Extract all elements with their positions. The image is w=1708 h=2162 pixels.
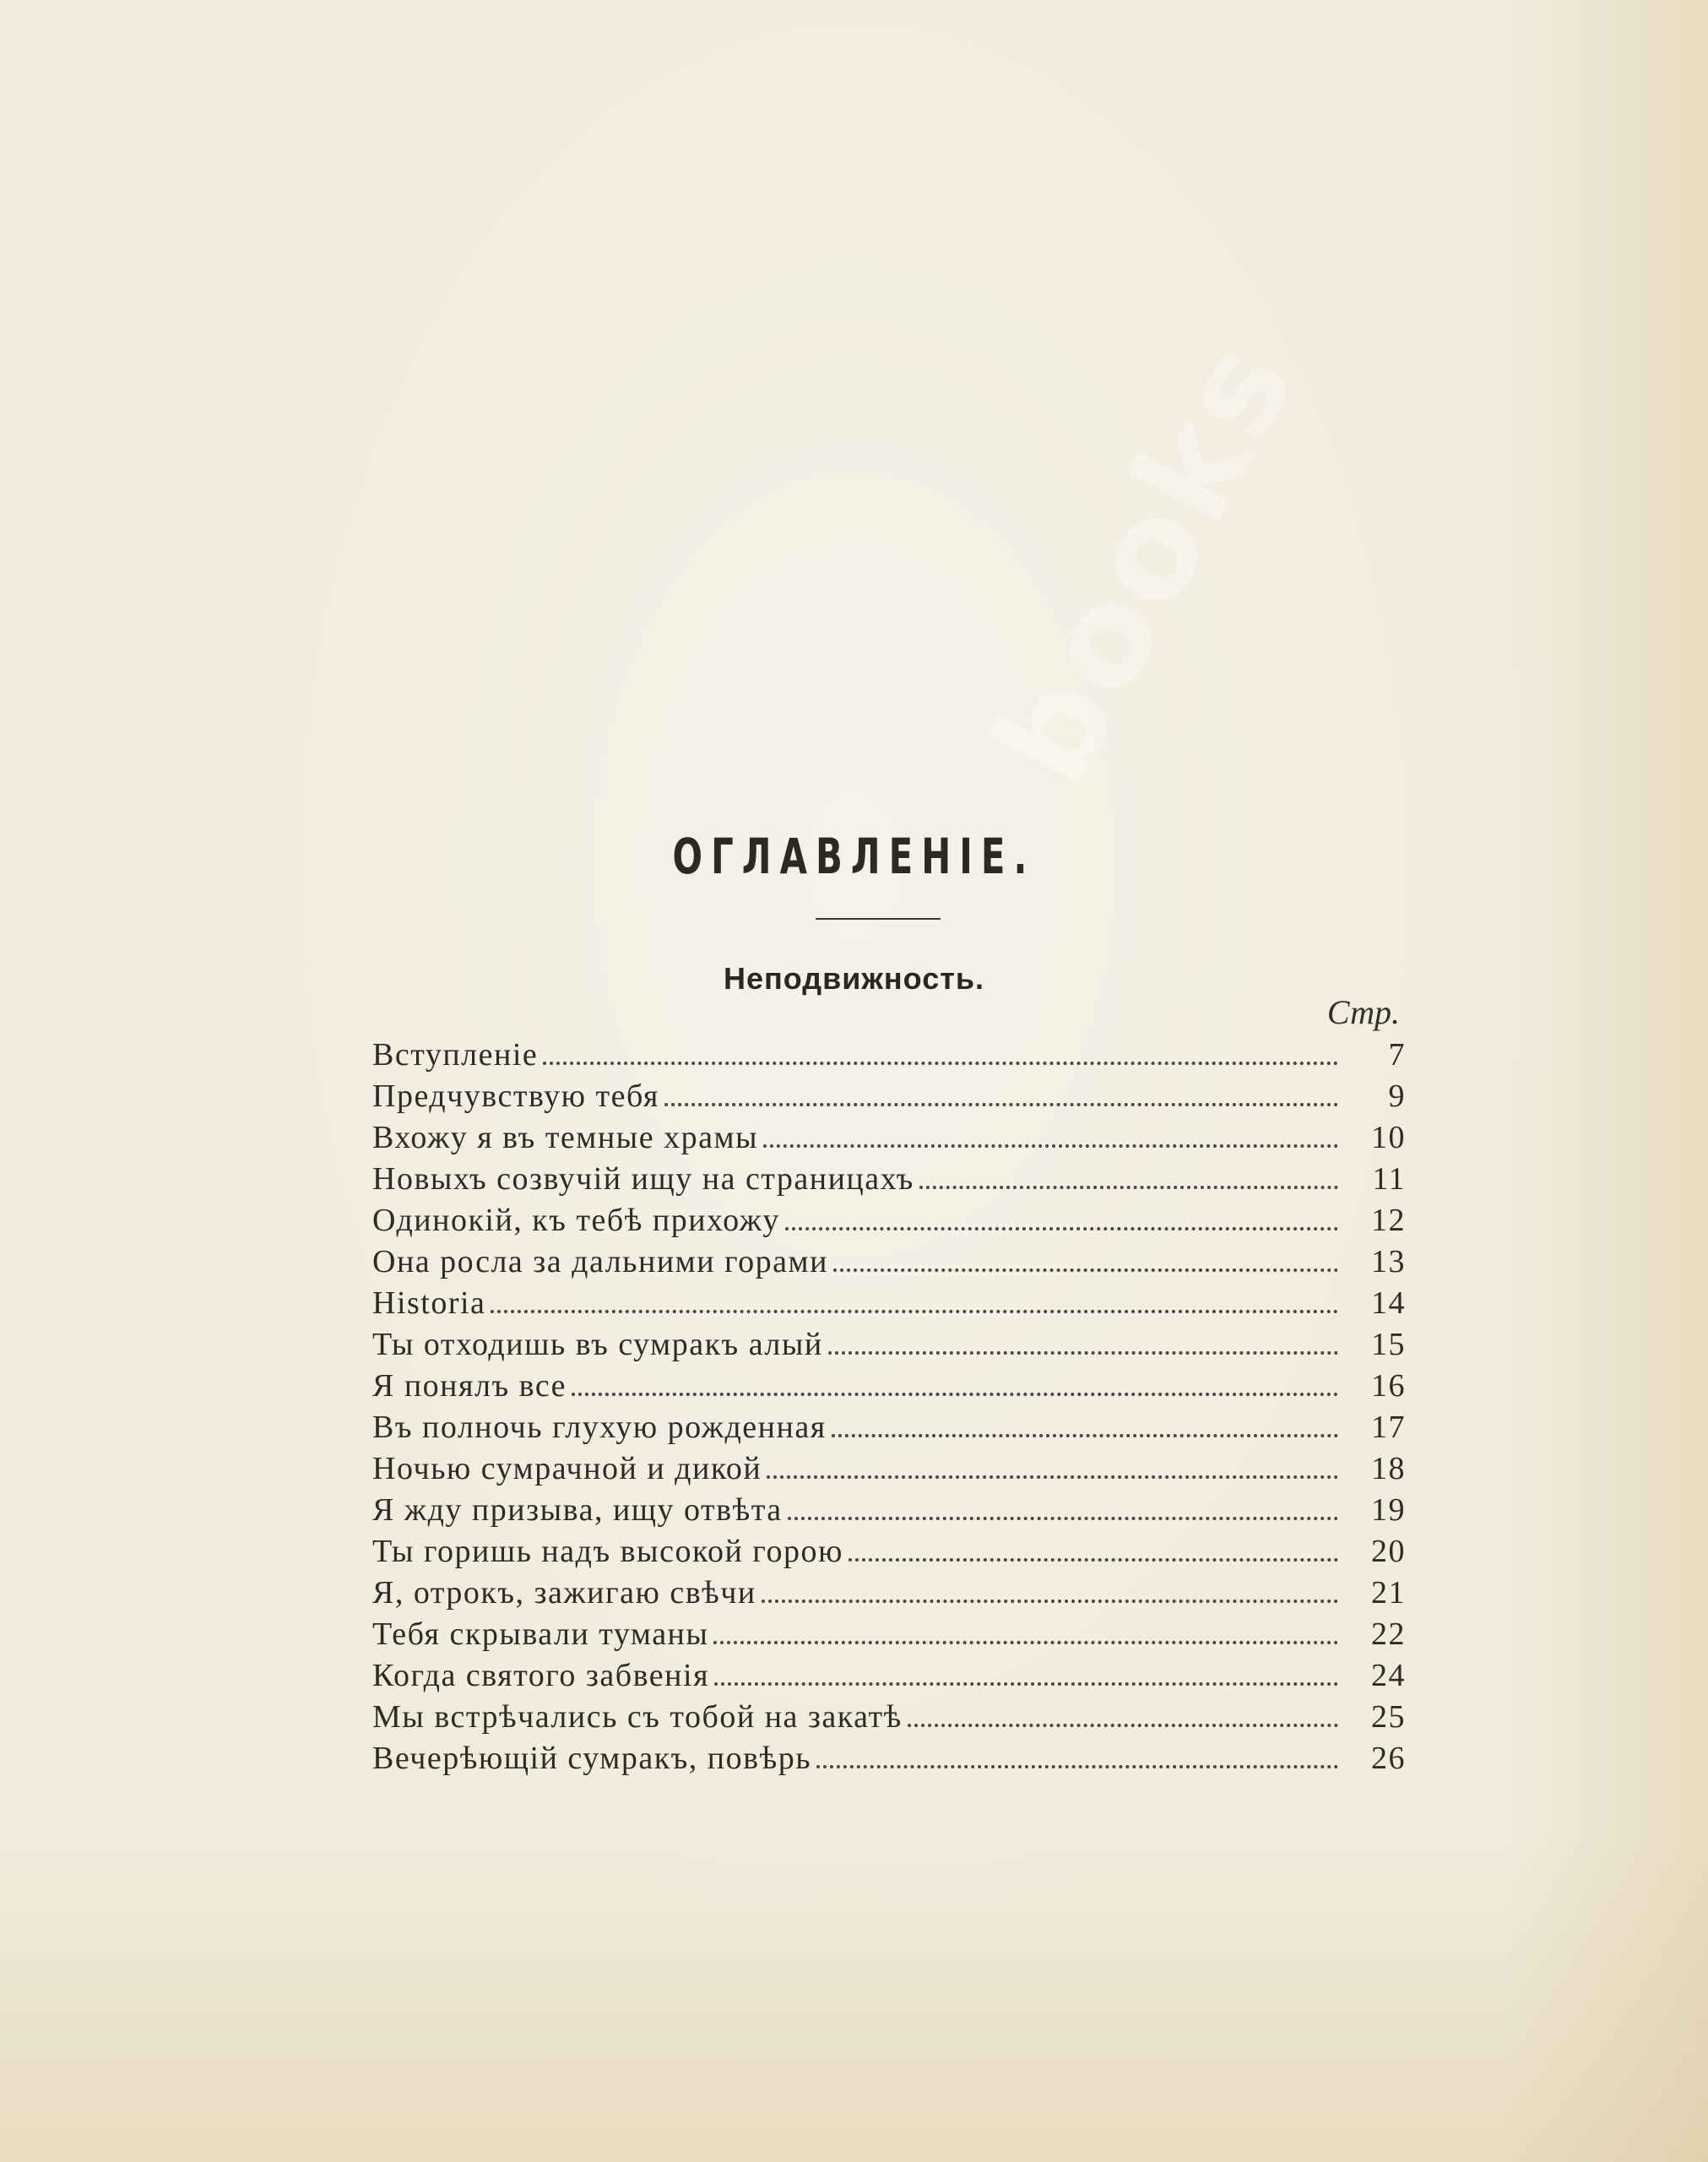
- toc-entry-title: Я, отрокъ, зажигаю свѣчи: [372, 1575, 756, 1611]
- toc-entry: [372, 1078, 1406, 1119]
- toc-entry: [372, 1616, 1406, 1657]
- toc-entry: [372, 1119, 1406, 1160]
- dot-leader: [832, 1434, 1338, 1437]
- toc-entry-title: Мы встрѣчались съ тобой на закатѣ: [372, 1699, 903, 1735]
- toc-entry-page: 20: [1371, 1534, 1406, 1569]
- toc-entry-page: 16: [1371, 1368, 1406, 1404]
- watermark-text: books: [962, 312, 1326, 809]
- toc-entry: [372, 1243, 1406, 1285]
- toc-entry-page: 12: [1371, 1203, 1406, 1238]
- toc-entry: [372, 1657, 1406, 1698]
- toc-entry-title: Одинокій, къ тебѣ прихожу: [372, 1203, 780, 1238]
- toc-entry-page: 13: [1371, 1244, 1406, 1279]
- toc-entry-page: 14: [1371, 1285, 1406, 1321]
- toc-entry-title: Вхожу я въ темные храмы: [372, 1120, 759, 1155]
- toc-entry-title: Вечерѣющій сумракъ, повѣрь: [372, 1741, 812, 1776]
- dot-leader: [543, 1062, 1338, 1065]
- toc-entry-page: 18: [1371, 1451, 1406, 1486]
- toc-entry-title: Ты горишь надъ высокой горою: [372, 1534, 843, 1569]
- dot-leader: [908, 1724, 1338, 1727]
- toc-entry-page: 24: [1371, 1658, 1406, 1693]
- toc-entry-title: Когда святого забвенія: [372, 1658, 710, 1693]
- dot-leader: [828, 1351, 1338, 1355]
- toc-entry: [372, 1367, 1406, 1409]
- toc-entry-page: 7: [1388, 1037, 1406, 1073]
- dot-leader: [713, 1641, 1338, 1644]
- dot-leader: [767, 1475, 1338, 1479]
- dot-leader: [763, 1144, 1338, 1148]
- toc-entry-title: Вступленіе: [372, 1037, 539, 1073]
- toc-entry-page: 17: [1371, 1410, 1406, 1445]
- toc-entry: [372, 1491, 1406, 1533]
- toc-entry: [372, 1740, 1406, 1781]
- dot-leader: [816, 1765, 1338, 1768]
- dot-leader: [664, 1103, 1338, 1106]
- toc-entry: [372, 1285, 1406, 1326]
- dot-leader: [785, 1227, 1338, 1230]
- dot-leader: [714, 1682, 1338, 1686]
- toc-entry-page: 19: [1371, 1492, 1406, 1528]
- toc-entry-page: 15: [1371, 1327, 1406, 1362]
- toc-entry-title: Historia: [372, 1285, 486, 1321]
- toc-entry-page: 22: [1371, 1616, 1406, 1652]
- toc-entry-title: Предчувствую тебя: [372, 1078, 659, 1114]
- toc-entry: [372, 1409, 1406, 1450]
- toc-entry-title: Она росла за дальними горами: [372, 1244, 828, 1279]
- toc-entry-page: 10: [1371, 1120, 1406, 1155]
- toc-entry-page: 11: [1372, 1161, 1406, 1197]
- page-column-label: Стр.: [1326, 993, 1400, 1031]
- toc-entry: [372, 1574, 1406, 1616]
- dot-leader: [762, 1600, 1338, 1603]
- toc-entry: [372, 1450, 1406, 1491]
- toc-entry-title: Ты отходишь въ сумракъ алый: [372, 1327, 823, 1362]
- toc-entry: [372, 1698, 1406, 1740]
- toc-entry: [372, 1036, 1406, 1078]
- toc-entry-title: Тебя скрывали туманы: [372, 1616, 709, 1652]
- dot-leader: [849, 1558, 1338, 1562]
- toc-entry: [372, 1202, 1406, 1243]
- toc-entry-page: 25: [1371, 1699, 1406, 1735]
- page-title: ОГЛАВЛЕНІЕ.: [672, 828, 1036, 885]
- toc-entry: [372, 1160, 1406, 1202]
- toc-entry-title: Я понялъ все: [372, 1368, 567, 1404]
- toc-entry-title: Въ полночь глухую рожденная: [372, 1410, 827, 1445]
- toc-entry-page: 9: [1388, 1078, 1406, 1114]
- toc-entry: [372, 1533, 1406, 1574]
- toc-entry: [372, 1326, 1406, 1367]
- toc-entry-page: 21: [1371, 1575, 1406, 1611]
- section-heading: Неподвижность.: [724, 961, 984, 996]
- toc-entry-title: Новыхъ созвучій ищу на страницахъ: [372, 1161, 914, 1197]
- dot-leader: [491, 1310, 1338, 1313]
- toc-entry-title: Ночью сумрачной и дикой: [372, 1451, 762, 1486]
- title-divider: [816, 918, 941, 920]
- dot-leader: [572, 1393, 1338, 1396]
- dot-leader: [919, 1186, 1338, 1189]
- toc-entry-title: Я жду призыва, ищу отвѣта: [372, 1492, 783, 1528]
- dot-leader: [788, 1517, 1338, 1520]
- dot-leader: [833, 1268, 1338, 1272]
- toc-entry-page: 26: [1371, 1741, 1406, 1776]
- table-of-contents: [372, 1036, 1406, 1781]
